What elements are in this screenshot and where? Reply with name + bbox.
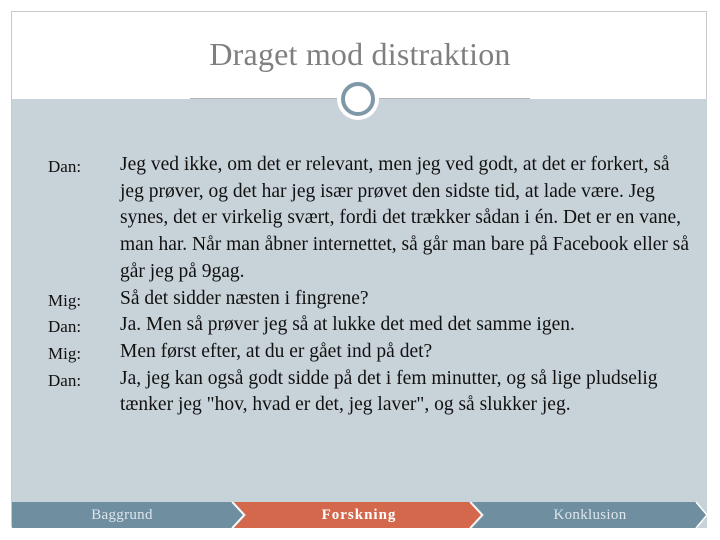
nav-item-konklusion[interactable]: Konklusion: [553, 507, 627, 523]
dialogue-text: Ja. Men så prøver jeg så at lukke det med det samme igen.: [120, 314, 575, 336]
dialogue-entry: [48, 286, 698, 313]
speaker-label: Mig:: [48, 290, 82, 310]
speaker-label: Dan:: [48, 157, 82, 176]
dialogue-text: Ja, jeg kan også godt sidde på det i fem minutter, og så lige pludselig tænker jeg "hov, hvad er det, jeg laver", og så slukker jeg.: [120, 367, 658, 416]
interview-dialogue: [48, 152, 698, 419]
dialogue-entry: [48, 339, 698, 366]
dialogue-entry: [48, 312, 698, 339]
dialogue-text: Jeg ved ikke, om det er relevant, men jeg ved godt, at det er forkert, så jeg prøver, og det har jeg især prøvet den sidste tid, at lade være. Jeg synes, det er virkelig svært, fordi det trækker sådan i én. Det er en vane, man har. Når man åbner internettet, så går man bare på Facebook eller så går jeg på 9gag.: [120, 154, 690, 282]
slide-title: Draget mod distraktion: [209, 36, 511, 72]
dialogue-text: Men først efter, at du er gået ind på det?: [120, 340, 433, 362]
nav-item-baggrund[interactable]: Baggrund: [91, 507, 153, 523]
section-navigation: [12, 502, 707, 528]
speaker-label: Dan:: [48, 317, 82, 337]
speaker-label: Mig:: [48, 343, 82, 363]
dialogue-text: Så det sidder næsten i fingrene?: [120, 287, 369, 309]
nav-item-forskning[interactable]: Forskning: [321, 507, 397, 523]
dialogue-entry: [48, 366, 698, 419]
dialogue-entry: [48, 152, 698, 286]
circle-ring-icon: [341, 82, 375, 116]
speaker-label: Dan:: [48, 370, 82, 390]
